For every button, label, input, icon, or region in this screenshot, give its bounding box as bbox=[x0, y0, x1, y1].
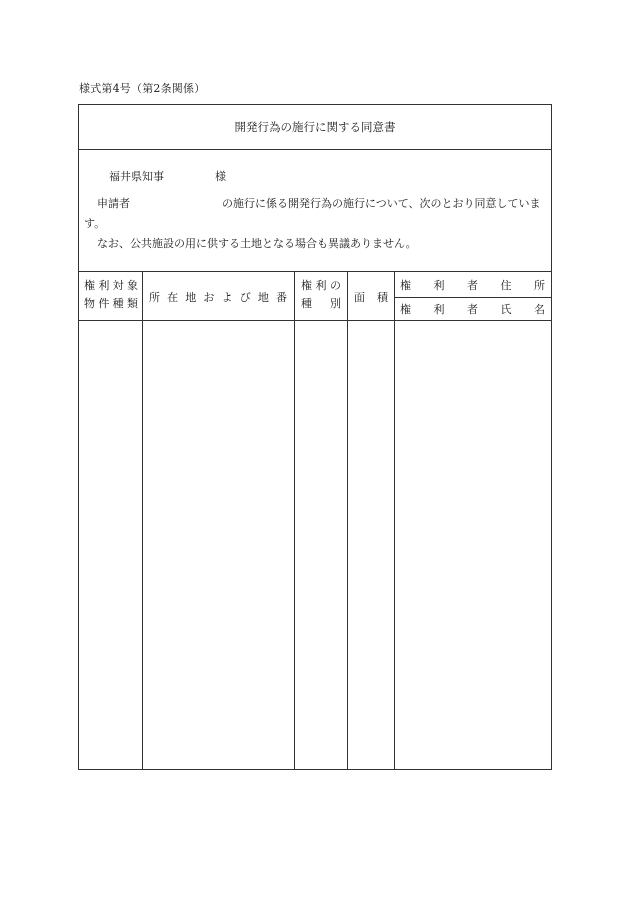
location-cell[interactable] bbox=[143, 321, 294, 769]
header-holder-name: 権利者氏名 bbox=[400, 303, 545, 316]
header-split-divider bbox=[395, 297, 551, 298]
header-location: 所在地および地番 bbox=[149, 291, 287, 304]
document-title: 開発行為の施行に関する同意書 bbox=[79, 105, 551, 150]
no-objection-paragraph: なお、公共施設の用に供する土地となる場合も異議ありません。 bbox=[97, 237, 417, 250]
holder-cell[interactable] bbox=[395, 321, 551, 769]
header-right-type-line2: 種別 bbox=[301, 297, 341, 310]
form-number-label: 様式第4号（第2条関係） bbox=[79, 82, 206, 95]
header-object-type-line1: 権 利 対 象 bbox=[84, 279, 138, 292]
applicant-label: 申請者 bbox=[97, 197, 130, 210]
right-type-cell[interactable] bbox=[295, 321, 347, 769]
header-object-type-line2: 物 件 種 類 bbox=[84, 297, 138, 310]
rights-table bbox=[79, 271, 551, 769]
header-object-type bbox=[84, 277, 138, 313]
consent-paragraph bbox=[84, 194, 546, 234]
header-right-type-line1: 権利の bbox=[301, 279, 341, 292]
header-right-type bbox=[301, 277, 341, 313]
consent-paragraph-text: の施行に係る開発行為の施行について、次のとおり同意しています。 bbox=[84, 197, 541, 230]
object-type-cell[interactable] bbox=[79, 321, 142, 769]
area-cell[interactable] bbox=[348, 321, 394, 769]
addressee-honorific: 様 bbox=[215, 170, 226, 183]
header-holder-address: 権利者住所 bbox=[400, 279, 545, 292]
addressee bbox=[109, 168, 226, 184]
consent-form-frame bbox=[78, 104, 552, 770]
header-area: 面積 bbox=[354, 291, 388, 304]
consent-statement bbox=[84, 194, 546, 254]
addressee-name: 福井県知事 bbox=[109, 170, 164, 183]
